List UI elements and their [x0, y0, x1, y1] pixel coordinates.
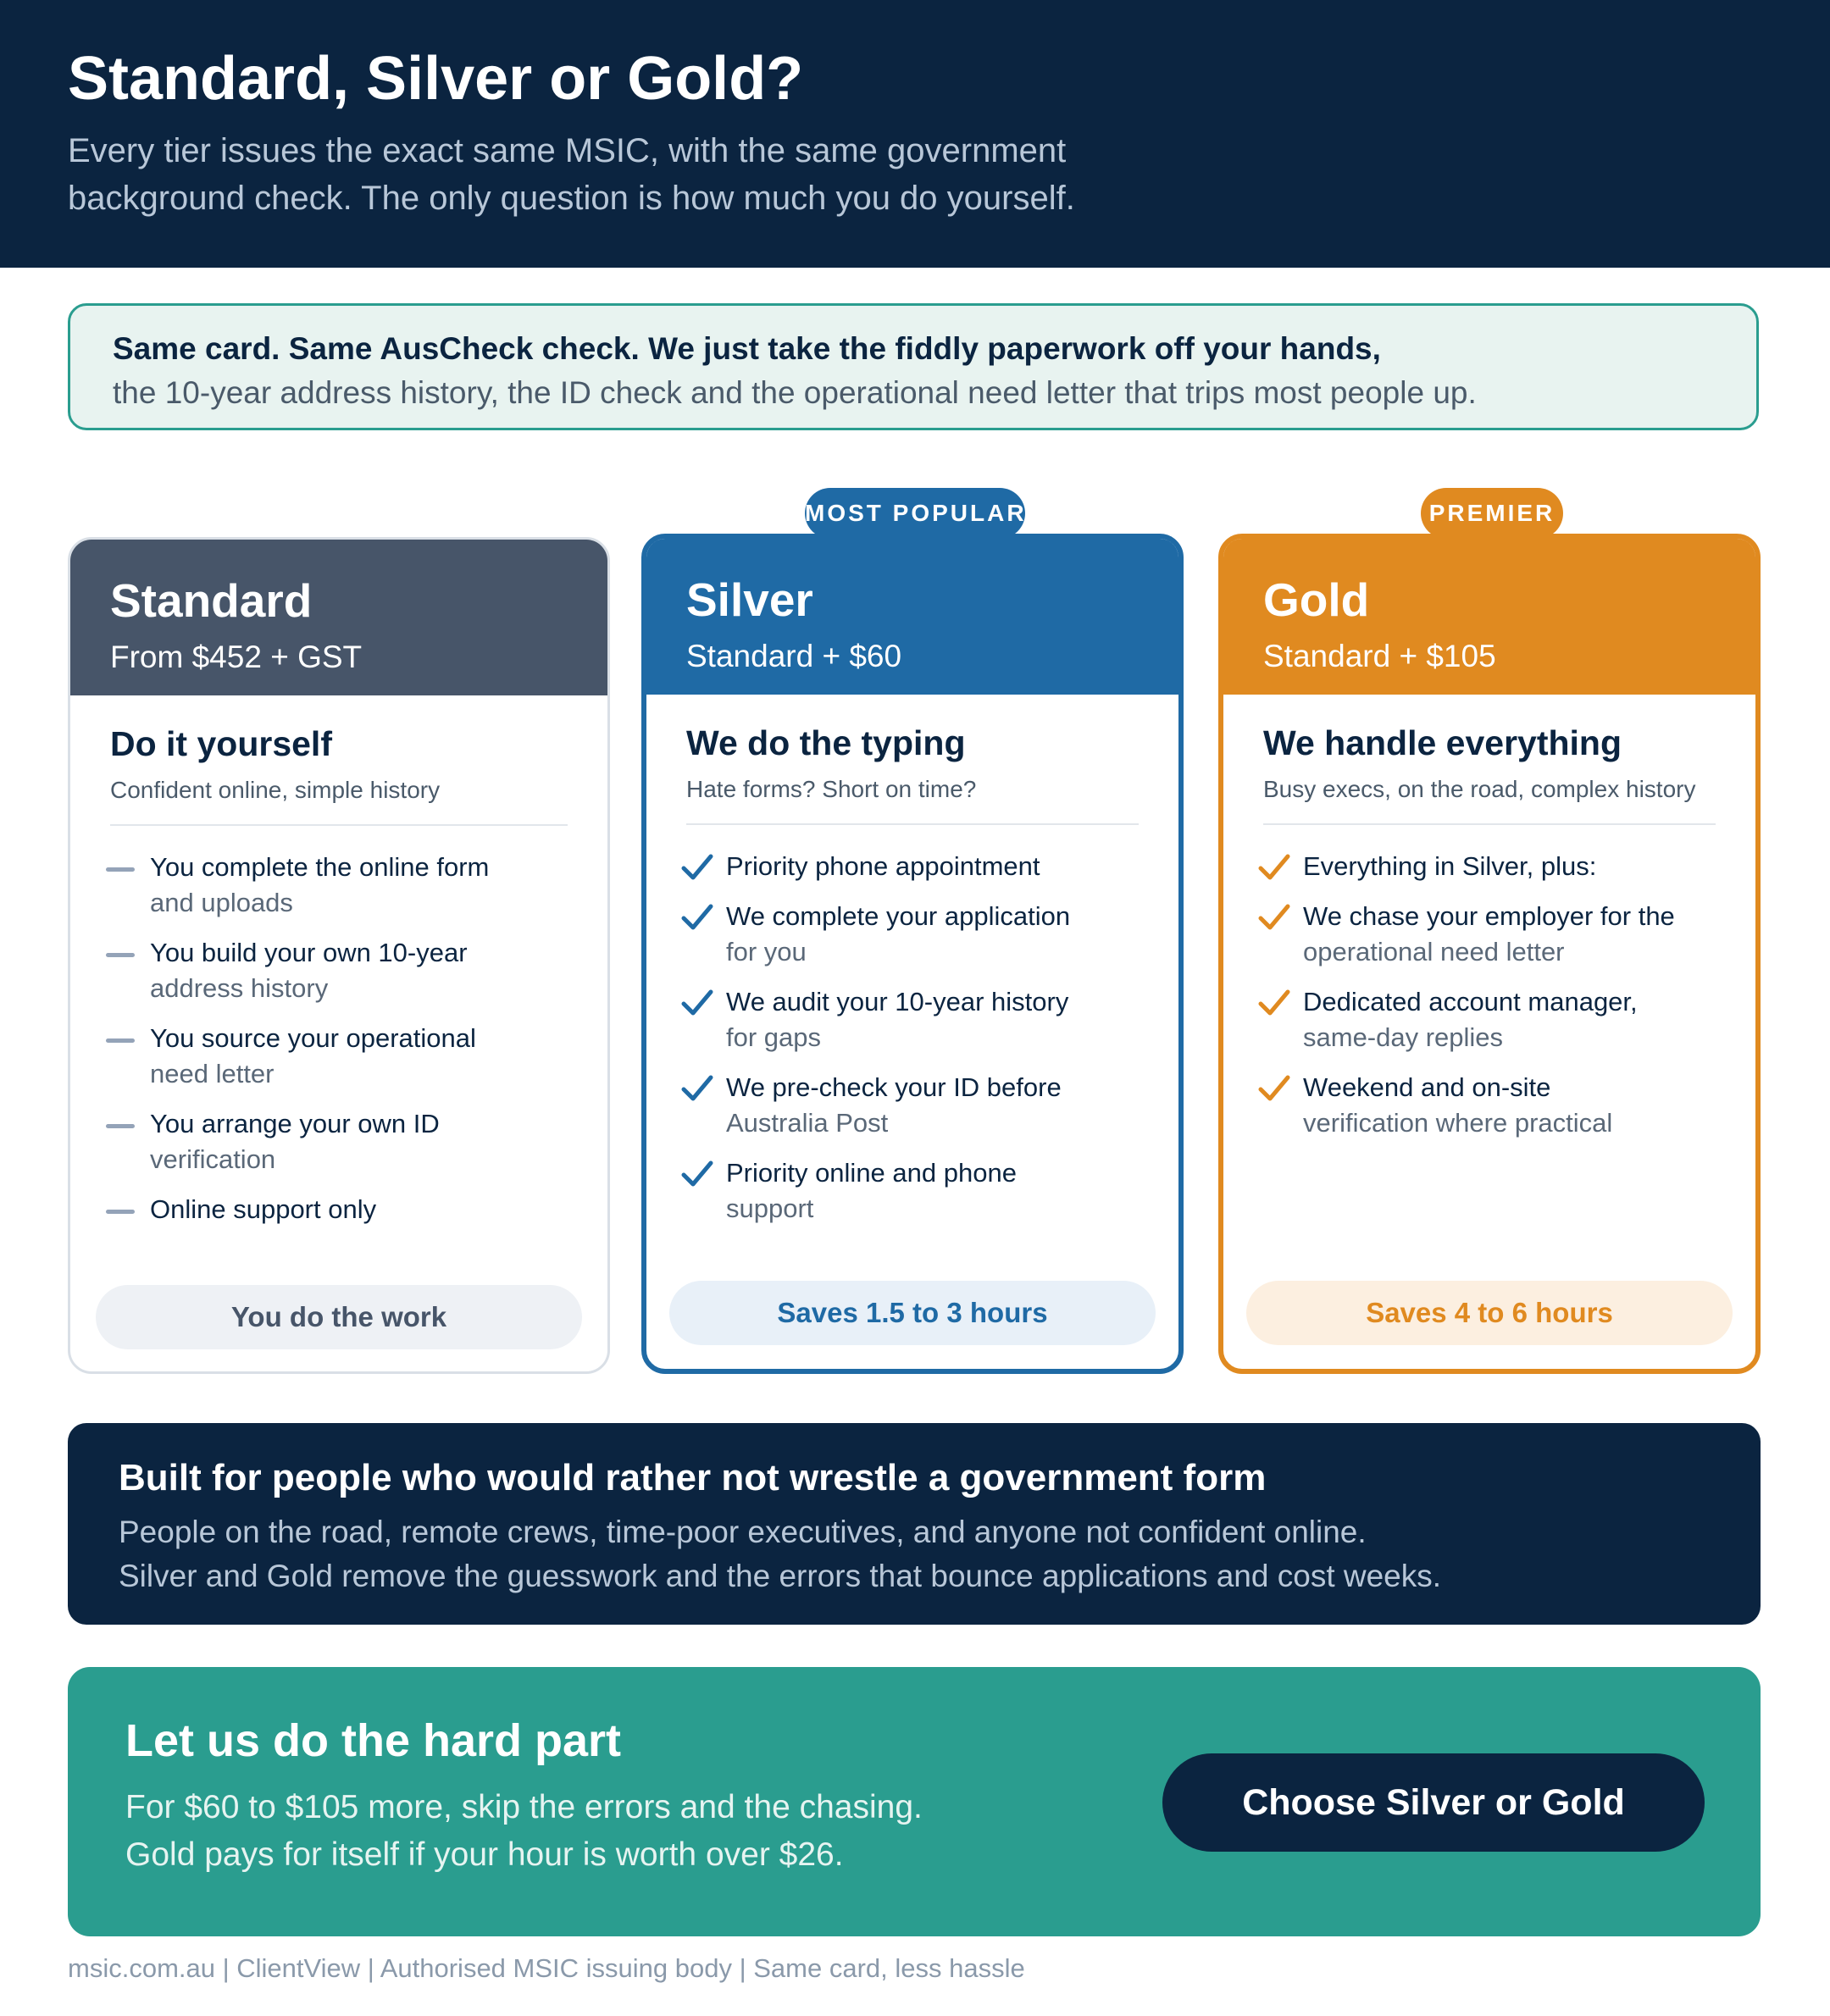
tier-audience: Busy execs, on the road, complex history: [1263, 776, 1696, 802]
page-subtitle: Every tier issues the exact same MSIC, with the same government background check. The only question is how much you do yourself.: [68, 132, 1075, 217]
tier-heading: We handle everything: [1263, 723, 1622, 762]
tier-card-standard[interactable]: [68, 537, 610, 1374]
divider: [1263, 823, 1716, 825]
check-icon: [680, 1159, 714, 1189]
divider: [110, 824, 568, 826]
info-notice: [68, 303, 1759, 430]
check-icon: [680, 902, 714, 933]
check-icon: [1257, 902, 1291, 933]
choose-silver-or-gold-button[interactable]: Choose Silver or Gold: [1162, 1753, 1705, 1852]
premier-badge: PREMIER: [1421, 488, 1563, 539]
page-header: [0, 0, 1830, 268]
dash-icon: [104, 1110, 138, 1140]
tier-audience: Hate forms? Short on time?: [686, 776, 977, 802]
cta-text-2: Gold pays for itself if your hour is worth over $26.: [125, 1836, 844, 1873]
feature-item: Weekend and on-site verification where practical: [1257, 1070, 1732, 1141]
feature-list: [1257, 849, 1732, 1155]
check-icon: [1257, 1073, 1291, 1104]
tier-price: Standard + $60: [686, 639, 902, 673]
tier-header: [1223, 539, 1755, 695]
audience-text-1: People on the road, remote crews, time-poor executives, and anyone not confident online.: [119, 1515, 1367, 1549]
feature-item: Everything in Silver, plus:: [1257, 849, 1732, 884]
dash-icon: [104, 1195, 138, 1226]
feature-list: [104, 850, 579, 1242]
tier-name: Silver: [686, 573, 813, 626]
check-icon: [1257, 852, 1291, 883]
feature-item: Dedicated account manager, same-day replies: [1257, 984, 1732, 1055]
feature-list: [680, 849, 1155, 1241]
time-saved-pill: Saves 1.5 to 3 hours: [669, 1281, 1156, 1345]
tier-audience: Confident online, simple history: [110, 777, 441, 803]
feature-item: We audit your 10-year history for gaps: [680, 984, 1155, 1055]
dash-icon: [104, 1024, 138, 1055]
feature-item: You arrange your own ID verification: [104, 1106, 579, 1177]
dash-icon: [104, 853, 138, 883]
tier-header: [70, 540, 607, 695]
check-icon: [680, 1073, 714, 1104]
page-title: Standard, Silver or Gold?: [68, 45, 804, 113]
notice-text: the 10-year address history, the ID check and the operational need letter that trips most people up.: [113, 375, 1477, 410]
tier-heading: We do the typing: [686, 723, 966, 762]
cta-text-1: For $60 to $105 more, skip the errors and the chasing.: [125, 1789, 923, 1825]
notice-bold-text: Same card. Same AusCheck check. We just take the fiddly paperwork off your hands,: [113, 331, 1381, 366]
tier-price: From $452 + GST: [110, 640, 363, 674]
time-saved-pill: Saves 4 to 6 hours: [1246, 1281, 1733, 1345]
audience-title: Built for people who would rather not wrestle a government form: [119, 1457, 1267, 1498]
most-popular-badge: MOST POPULAR: [805, 488, 1025, 539]
feature-item: We complete your application for you: [680, 899, 1155, 970]
feature-item: You source your operational need letter: [104, 1021, 579, 1092]
time-saved-pill: You do the work: [96, 1285, 582, 1349]
feature-item: We chase your employer for the operational need letter: [1257, 899, 1732, 970]
feature-item: You complete the online form and uploads: [104, 850, 579, 921]
feature-item: Priority online and phone support: [680, 1155, 1155, 1227]
feature-item: You build your own 10-year address history: [104, 935, 579, 1006]
cta-title: Let us do the hard part: [125, 1715, 622, 1766]
tier-card-gold[interactable]: [1218, 534, 1761, 1374]
audience-text-2: Silver and Gold remove the guesswork and the errors that bounce applications and cost weeks.: [119, 1559, 1442, 1593]
feature-item: Online support only: [104, 1192, 579, 1227]
divider: [686, 823, 1139, 825]
feature-item: We pre-check your ID before Australia Post: [680, 1070, 1155, 1141]
audience-banner: [68, 1423, 1761, 1625]
tier-heading: Do it yourself: [110, 724, 332, 763]
check-icon: [680, 988, 714, 1018]
feature-item: Priority phone appointment: [680, 849, 1155, 884]
tier-header: [646, 539, 1178, 695]
footer-text: msic.com.au | ClientView | Authorised MSIC issuing body | Same card, less hassle: [68, 1953, 1025, 1983]
dash-icon: [104, 939, 138, 969]
tier-price: Standard + $105: [1263, 639, 1496, 673]
tier-card-silver[interactable]: [641, 534, 1184, 1374]
tier-name: Gold: [1263, 573, 1370, 626]
cta-banner: [68, 1667, 1761, 1936]
tier-name: Standard: [110, 574, 313, 627]
check-icon: [680, 852, 714, 883]
check-icon: [1257, 988, 1291, 1018]
